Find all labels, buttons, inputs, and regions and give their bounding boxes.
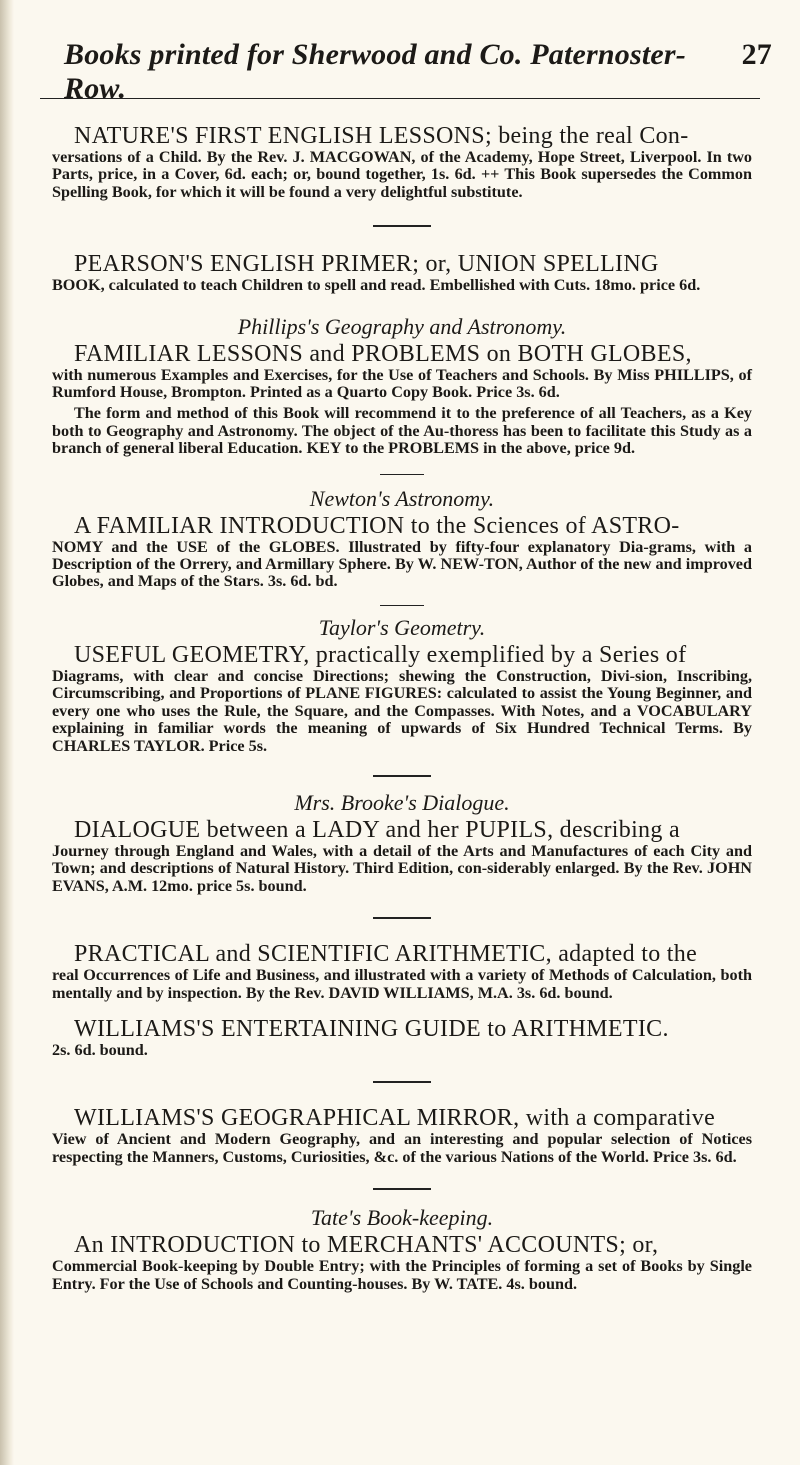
entry-description: versations of a Child. By the Rev. J. MACGOWAN, of the Academy, Hope Street, Liverpool. In two Parts, price, in a Cover, 6d. each; or, bound together, 1s. 6d. ++ This Book supersedes the Common Spelling Book, for which it will be found a very delightful substitute. (52, 148, 752, 201)
book-entry (52, 313, 752, 458)
section-divider (373, 775, 431, 777)
page-binding-edge (0, 0, 14, 1465)
entry-description: NOMY and the USE of the GLOBES. Illustrated by fifty-four explanatory Dia-grams, with a Description of the Orrery, and Armillary Sphere. By W. NEW-TON, Author of the new and improved Globes, and Maps of the Stars. 3s. 6d. bd. (52, 537, 752, 591)
entry-description: with numerous Examples and Exercises, for the Use of Teachers and Schools. By Miss PHILLIPS, of Rumford House, Brompton. Printed as a Quarto Copy Book. Price 3s. 6d. (52, 365, 752, 402)
page-number: 27 (741, 38, 772, 71)
section-divider (373, 917, 431, 919)
entry-title: WILLIAMS'S GEOGRAPHICAL MIRROR, with a comparative (74, 1105, 716, 1132)
entry-description: real Occurrences of Life and Business, and illustrated with a variety of Methods of Calculation, both mentally and by inspection. By the Rev. DAVID WILLIAMS, M.A. 3s. 6d. bound. (52, 966, 752, 1002)
section-divider (380, 474, 424, 475)
book-entry (52, 1105, 752, 1166)
entry-title: USEFUL GEOMETRY, practically exemplified by a Series of (74, 641, 687, 668)
entry-description: Diagrams, with clear and concise Directions; shewing the Construction, Divi-sion, Inscribing, Circumscribing, and Proportions of PLANE FIGURES: calculated to assist the Young Beginner, and every one who uses the Rule, the Square, and the Compasses. With Notes, and a VOCABULARY explaining in familiar words the meaning of upwards of Six Hundred Technical Terms. By CHARLES TAYLOR. Price 5s. (52, 666, 752, 755)
entry-title: WILLIAMS'S ENTERTAINING GUIDE to ARITHMETIC. (74, 1015, 669, 1042)
book-entry (52, 123, 752, 201)
entry-title: DIALOGUE between a LADY and her PUPILS, describing a (74, 816, 680, 843)
advertisement-list (52, 115, 752, 1293)
section-heading: Taylor's Geometry. (318, 614, 486, 640)
entry-title: PEARSON'S ENGLISH PRIMER; or, UNION SPELLING (74, 251, 659, 278)
entry-title: An INTRODUCTION to MERCHANTS' ACCOUNTS; or, (74, 1232, 659, 1259)
book-entry (52, 614, 752, 755)
book-entry (52, 251, 752, 294)
running-head (64, 38, 772, 105)
section-divider (380, 605, 424, 606)
entry-description: BOOK, calculated to teach Children to spell and read. Embellished with Cuts. 18mo. price 6d. (52, 276, 701, 295)
header-rule (40, 98, 760, 99)
book-entry (52, 1204, 752, 1293)
entry-title: NATURE'S FIRST ENGLISH LESSONS; being the real Con- (74, 123, 689, 149)
book-entry (52, 485, 752, 591)
section-divider (373, 1188, 431, 1190)
running-head-title: Books printed for Sherwood and Co. Paternoster-Row. (64, 38, 686, 105)
entry-note: The form and method of this Book will recommend it to the preference of all Teachers, as a Key both to Geography and Astronomy. The object of the Au-thoress has been to facilitate this Study as a branch of general liberal Education. KEY to the PROBLEMS in the above, price 9d. (52, 404, 752, 458)
entry-title: FAMILIAR LESSONS and PROBLEMS on BOTH GLOBES, (74, 340, 692, 367)
entry-description: View of Ancient and Modern Geography, and an interesting and popular selection of Notices respecting the Manners, Customs, Curiosities, &c. of the various Nations of the World. Price 3s. 6d. (52, 1130, 752, 1166)
book-entry (52, 941, 752, 1002)
entry-description: Journey through England and Wales, with a detail of the Arts and Manufactures of each City and Town; and descriptions of Natural History. Third Edition, con-siderably enlarged. By the Rev. JOHN EVANS, A.M. 12mo. price 5s. bound. (52, 841, 752, 895)
section-heading: Tate's Book-keeping. (310, 1205, 494, 1231)
section-heading: Mrs. Brooke's Dialogue. (294, 789, 510, 815)
entry-title: A FAMILIAR INTRODUCTION to the Sciences of ASTRO- (74, 512, 680, 539)
entry-description: 2s. 6d. bound. (52, 1040, 148, 1059)
entry-description: Commercial Book-keeping by Double Entry; with the Principles of forming a set of Books by Single Entry. For the Use of Schools and Counting-houses. By W. TATE. 4s. bound. (52, 1257, 752, 1293)
section-divider (373, 225, 431, 227)
book-entry (52, 789, 752, 895)
section-divider (373, 1081, 431, 1083)
section-heading: Newton's Astronomy. (309, 485, 495, 511)
section-heading: Phillips's Geography and Astronomy. (237, 313, 567, 339)
book-entry (52, 1016, 752, 1059)
entry-title: PRACTICAL and SCIENTIFIC ARITHMETIC, adapted to the (74, 941, 698, 968)
